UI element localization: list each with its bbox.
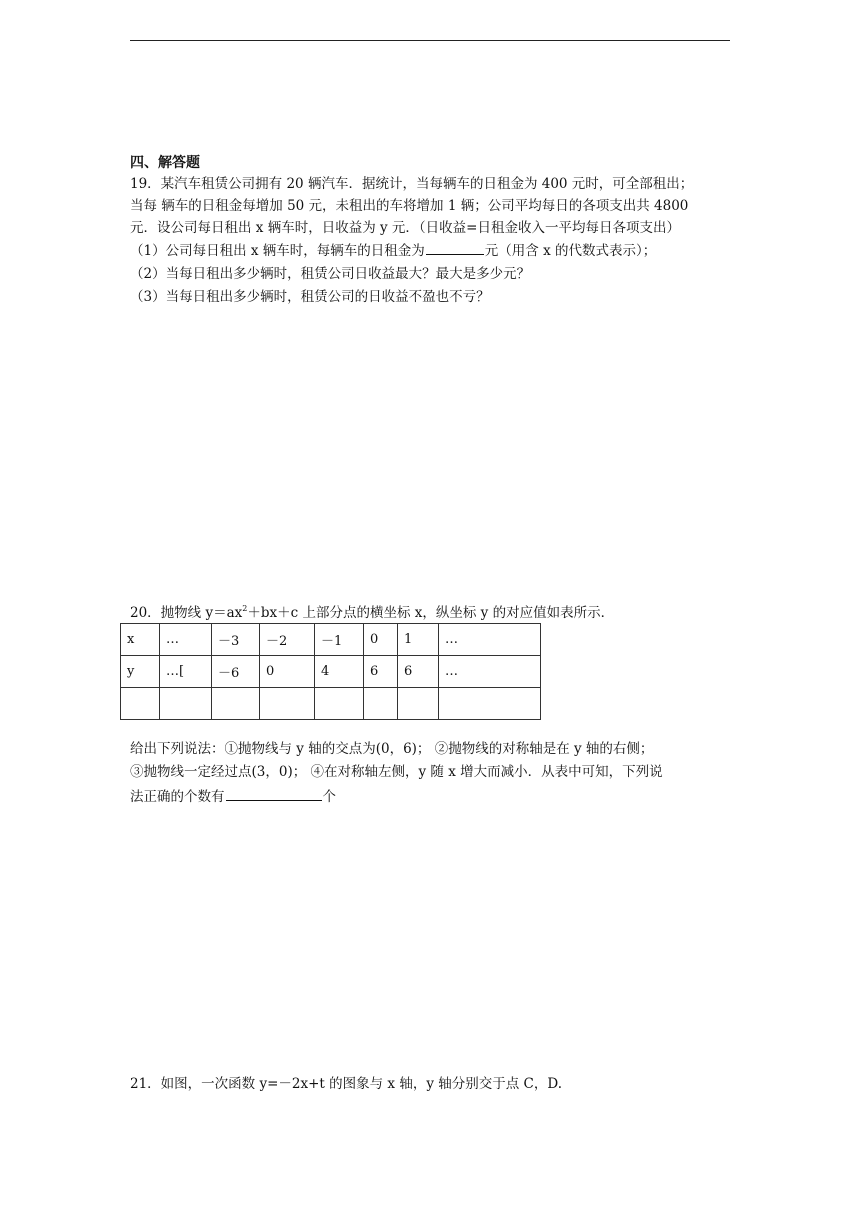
table-cell [260, 688, 315, 720]
q19-part-1-text: （1）公司每日租出 x 辆车时，每辆车的日租金为 [130, 243, 425, 259]
section-title: 四、解答题 [130, 155, 200, 171]
table-cell [315, 688, 364, 720]
table-cell: －3 [212, 624, 260, 656]
table-row-y [121, 656, 541, 688]
q19-part-3: （3）当每日租出多少辆时，租赁公司的日收益不盈也不亏？ [130, 289, 490, 305]
answer-blank[interactable] [426, 240, 484, 255]
q20-statements-3-text: 法正确的个数有 [130, 789, 225, 805]
table-cell: … [160, 624, 212, 656]
q20-stem-text: 20．抛物线 y＝ax [130, 605, 243, 621]
table-cell [398, 688, 439, 720]
table-cell: －1 [315, 624, 364, 656]
table-cell: … [439, 624, 541, 656]
q20-statements-3-suffix: 个 [322, 789, 336, 805]
q20-stem-rest: ＋bx＋c 上部分点的横坐标 x，纵坐标 y 的对应值如表所示． [247, 605, 615, 621]
table-cell [160, 688, 212, 720]
table-cell: 6 [398, 656, 439, 688]
q19-part-1 [130, 240, 656, 261]
table-cell: 0 [260, 656, 315, 688]
q19-part-1-suffix: 元（用含 x 的代数式表示）； [484, 243, 657, 259]
table-cell: y [121, 656, 160, 688]
q19-line-1: 19．某汽车租赁公司拥有 20 辆汽车．据统计，当每辆车的日租金为 400 元时，可全部租出； [130, 176, 694, 192]
table-cell: x [121, 624, 160, 656]
table-cell: －2 [260, 624, 315, 656]
q20-stem [130, 599, 614, 623]
table-cell [364, 688, 398, 720]
table-cell: －6 [212, 656, 260, 688]
table-cell: 6 [364, 656, 398, 688]
q19-part-2: （2）当每日租出多少辆时，租赁公司日收益最大？最大是多少元？ [130, 266, 531, 282]
table-row-x [121, 624, 541, 656]
table-cell: 1 [398, 624, 439, 656]
table-cell: 4 [315, 656, 364, 688]
q19-line-3: 元．设公司每日租出 x 辆车时，日收益为 y 元．（日收益=日租金收入一平均每日各项支出） [130, 220, 680, 236]
q20-statements-2: ③抛物线一定经过点(3，0)； ④在对称轴左侧，y 随 x 增大而减小．从表中可知，下列说 [130, 764, 663, 780]
header-rule [130, 40, 730, 41]
q21-stem: 21．如图，一次函数 y=－2x+t 的图象与 x 轴，y 轴分别交于点 C，D. [130, 1076, 563, 1092]
q20-stem-exponent: 2 [242, 604, 248, 613]
table-cell [212, 688, 260, 720]
answer-blank[interactable] [226, 786, 322, 801]
q20-statements-3 [130, 786, 336, 807]
q20-statements-1: 给出下列说法：①抛物线与 y 轴的交点为(0，6)； ②抛物线的对称轴是在 y 轴的右侧； [130, 741, 654, 757]
table-cell: 0 [364, 624, 398, 656]
table-cell [121, 688, 160, 720]
table-row-empty [121, 688, 541, 720]
value-table [120, 623, 541, 720]
table-cell: …[ [160, 656, 212, 688]
table-cell: … [439, 656, 541, 688]
table-cell [439, 688, 541, 720]
q19-line-2: 当每 辆车的日租金每增加 50 元，未租出的车将增加 1 辆；公司平均每日的各项支出共 4800 [130, 198, 689, 214]
